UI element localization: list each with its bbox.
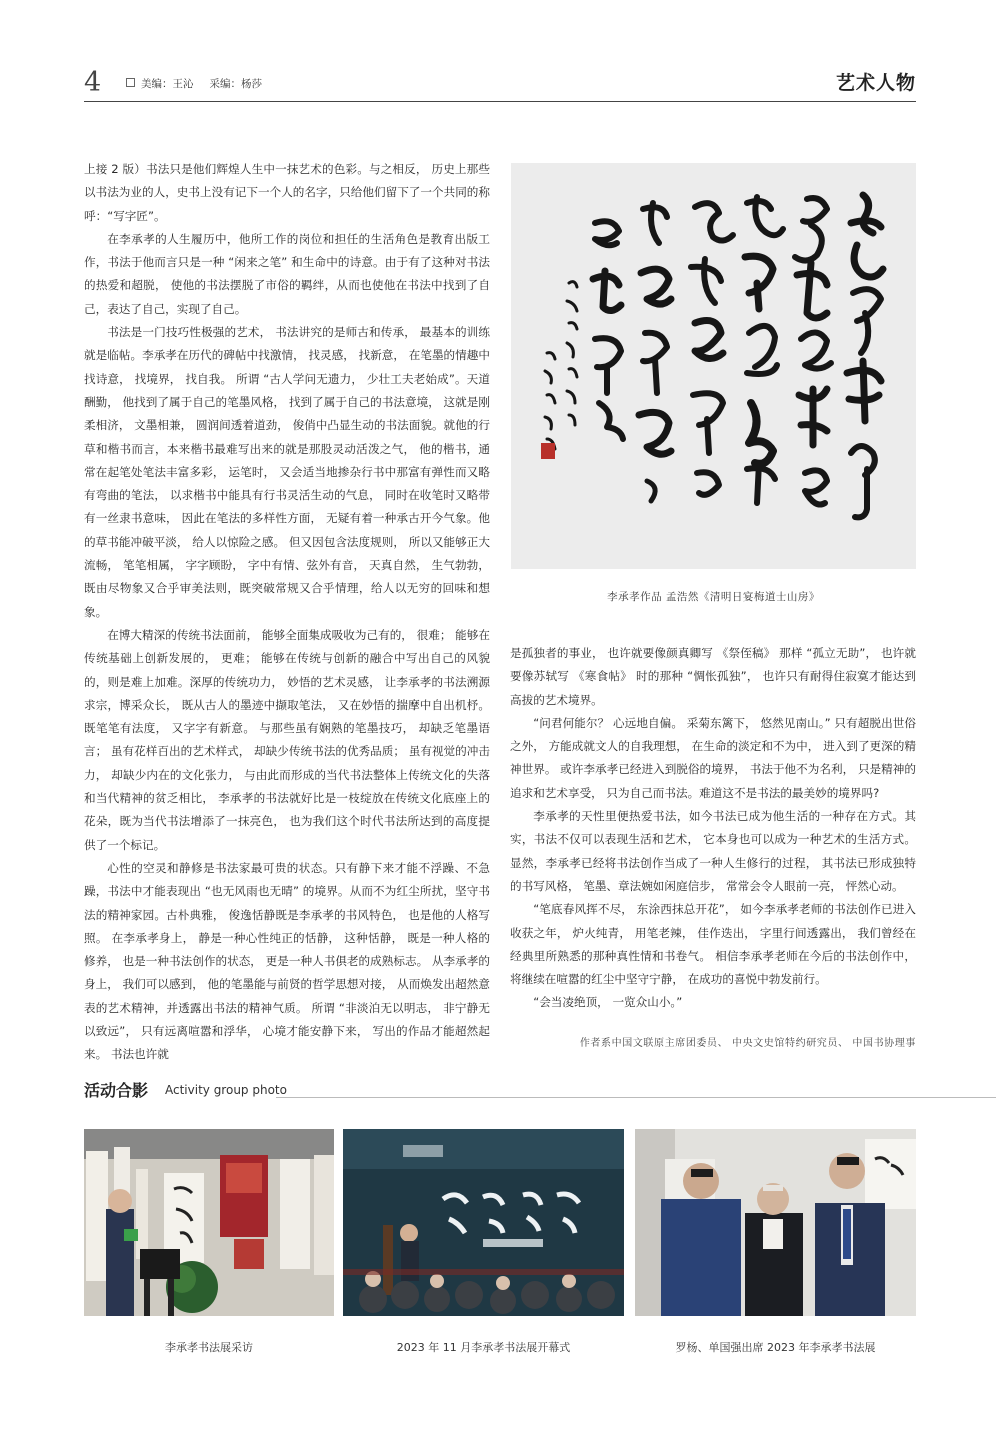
activity-divider xyxy=(276,1097,996,1098)
credits-line xyxy=(126,76,262,91)
activity-subtitle: Activity group photo xyxy=(165,1083,287,1097)
header-divider xyxy=(84,101,916,102)
article-paragraph: “问君何能尔？ 心远地自偏。 采菊东篱下， 悠然见南山。” 只有超脱出世俗之外， 方能成就文人的自我理想， 在生命的淡定和不为中， 进入到了更深的精神世界。 或许李承孝已经进入到脱俗的境界， 书法于他不为名利， 只是精神的追求和艺术享受， 只为自己而书法。难道这不是书法的最美妙的境界吗? xyxy=(510,715,916,800)
activity-section-header xyxy=(84,1078,916,1102)
editor-label: 美编：王沁 xyxy=(141,78,194,90)
activity-title: 活动合影 xyxy=(84,1081,149,1100)
article-paragraph: 是孤独者的事业， 也许就要像颜真卿写 《祭侄稿》 那样 “孤立无助”， 也许就要像苏轼写 《寒食帖》 时的那种 “惆怅孤独”， 也许只有耐得住寂寞才能达到高拔的艺术境界。 xyxy=(510,646,916,707)
photo-caption: 罗杨、单国强出席 2023 年李承孝书法展 xyxy=(675,1341,876,1354)
article-paragraph: 李承孝的天性里便热爱书法，如今书法已成为他生活的一种存在方式。其实，书法不仅可以表现生活和艺术， 它本身也可以成为一种艺术的生活方式。 显然，李承孝已经将书法创作当成了一种人生修行的过程， 其书法已形成独特的书写风格， 笔墨、章法婉如闲庭信步， 常常会令人眼前一亮， 怦然心动。 xyxy=(510,809,916,893)
article-paragraph: 上接 2 版）书法只是他们辉煌人生中一抹艺术的色彩。与之相反， 历史上那些以书法为业的人，史书上没有记下一个人的名字，只给他们留下了一个共同的称呼：“写字匠”。 xyxy=(84,162,490,223)
calligraphy-brushwork xyxy=(511,163,916,569)
article-paragraph: “笔底春风挥不尽， 东涂西抹总开花”， 如今李承孝老师的书法创作已进入收获之年， 炉火纯青， 用笔老辣， 佳作迭出， 字里行间透露出， 我们曾经在经典里所熟悉的那种真性情和书卷气。 相信李承孝老师在今后的书法创作中， 将继续在喧嚣的红尘中坚守宁静， 在成功的喜悦中勃发前行。 xyxy=(510,902,916,987)
article-right-column xyxy=(510,642,916,1015)
article-left-column xyxy=(84,158,490,1067)
author-note: 作者系中国文联原主席团委员、 中央文史馆特约研究员、 中国书协理事 xyxy=(579,1038,916,1049)
photo-guests xyxy=(635,1129,916,1316)
article-paragraph: 在博大精深的传统书法面前， 能够全面集成吸收为己有的， 很难； 能够在传统基础上创新发展的， 更难； 能够在传统与创新的融合中写出自己的风貌的，则是难上加难。深厚的传统功力， 妙悟的艺术灵感， 让李承孝的书法溯源求宗，博采众长， 既从古人的墨迹中撷取笔法， 又在妙悟的揣摩中自出机杼。 既笔笔有法度， 又字字有新意。 与那些虽有娴熟的笔墨技巧， 却缺乏笔墨语言； 虽有花样百出的艺术样式， 却缺少传统书法的优秀品质； 虽有视觉的冲击力， 却缺少内在的文化张力， 与由此而形成的当代书法整体上传统文化的失落和当代精神的贫乏相比， 李承孝的书法就好比是一枝绽放在传统文化底座上的花朵，既为当代书法增添了一抹亮色， 也为我们这个时代书法所达到的高度提供了一个标记。 xyxy=(84,627,490,852)
red-seal-icon xyxy=(541,443,555,459)
photo-interview xyxy=(84,1129,334,1316)
section-title: 艺术人物 xyxy=(835,72,916,94)
artwork-caption: 李承孝作品 孟浩然《清明日宴梅道士山房》 xyxy=(607,591,820,603)
article-paragraph: 在李承孝的人生履历中，他所工作的岗位和担任的生活角色是教育出版工作，书法于他而言只是一种 “闲来之笔” 和生命中的诗意。由于有了这种对书法的热爱和超脱， 使他的书法摆脱了市俗的羁绊，从而也使他在书法中找到了自己，表达了自己，实现了自己。 xyxy=(84,231,490,316)
photo-caption: 2023 年 11 月李承孝书法展开幕式 xyxy=(396,1341,571,1354)
photo-opening-ceremony xyxy=(343,1129,624,1316)
reporter-label: 采编：杨莎 xyxy=(209,78,262,90)
article-paragraph: 书法是一门技巧性极强的艺术， 书法讲究的是师古和传承， 最基本的训练就是临帖。李承孝在历代的碑帖中找激情， 找灵感， 找新意， 在笔墨的情趣中找诗意， 找境界， 找自我。 所谓 “古人学问无遗力， 少壮工夫老始成”。天道酬勤， 他找到了属于自己的笔墨风格， 找到了属于自己的书法意境， 这就是刚柔相济， 文墨相兼， 圆润间透着道劲， 俊俏中凸显生动的书法面貌。就他的行草和楷书而言，本来楷书最难写出来的就是那股灵动活泼之气， 他的楷书，通常在起笔处笔法丰富多彩， 运笔时， 又会适当地掺杂行书中那富有弹性而又略有弯曲的笔法， 以求楷书中能具有行书灵活生动的气息， 同时在收笔时又略带有一丝隶书意味， 因此在笔法的多样性方面， 无疑有着一种承古开今气象。他的草书能冲破平淡， 给人以惊险之感。 但又因包含法度规则， 所以又能够正大流畅， 笔笔相属， 字字顾盼， 字中有情、弦外有音， 天真自然， 生气勃勃，既由尽物象又合乎审美法则，既突破常规又合乎情理，给人以无穷的回味和想象。 xyxy=(84,325,490,619)
article-paragraph: 心性的空灵和静修是书法家最可贵的状态。只有静下来才能不浮躁、不急躁，书法中才能表现出 “也无风雨也无晴” 的境界。从而不为红尘所扰，坚守书法的精神家园。古朴典雅， 俊逸恬静既是李承孝的书风特色， 也是他的人格写照。 在李承孝身上， 静是一种心性纯正的恬静， 这种恬静， 既是一种人格的修养， 也是一种书法创作的状态， 更是一种人书俱老的成熟标志。 从李承孝的身上， 我们可以感到， 他的笔墨能与前贤的哲学思想对接， 从而焕发出超然意表的艺术精神，并透露出书法的精神气质。 所谓 “非淡泊无以明志， 非宁静无以致远”， 只有远离喧嚣和浮华， 心境才能安静下来， 写出的作品才能超然起来。 书法也许就 xyxy=(84,860,490,1062)
article-paragraph: “会当凌绝顶， 一览众山小。” xyxy=(533,995,683,1010)
page-number: 4 xyxy=(84,67,102,98)
calligraphy-artwork xyxy=(511,163,916,569)
photo-caption: 李承孝书法展采访 xyxy=(165,1341,253,1354)
page-header xyxy=(84,68,916,98)
square-bullet-icon xyxy=(126,78,135,87)
